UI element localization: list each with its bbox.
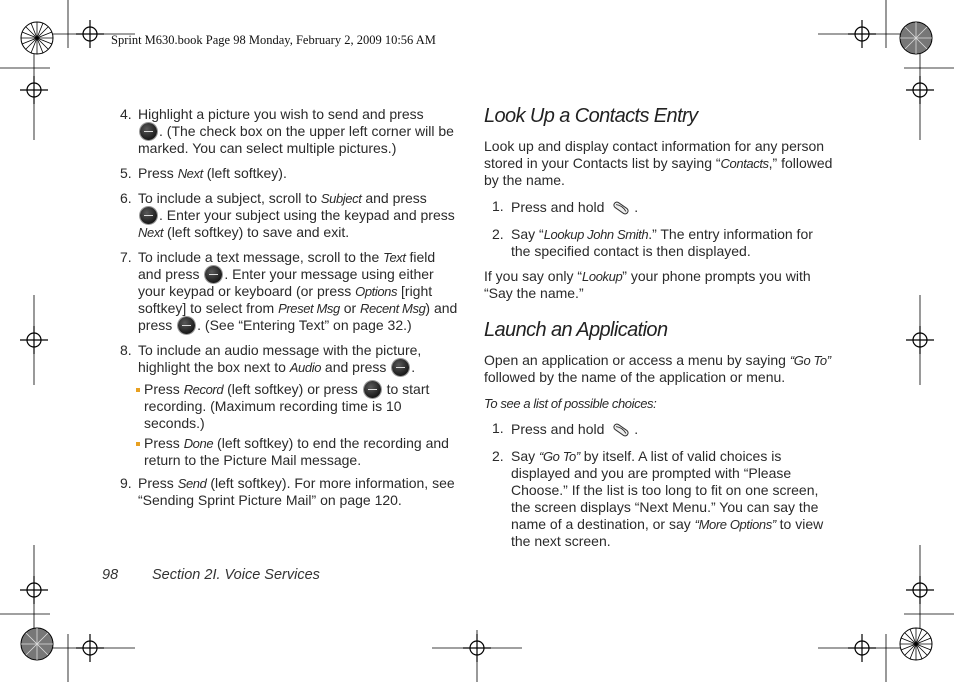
menu-ok-key-icon [178, 317, 195, 334]
step-6: 6. To include a subject, scroll to Subject and press . Enter your subject using the keypad and press Next (left softkey) to save and exit. [120, 190, 455, 240]
lookup-step-1: 1. Press and hold . [484, 198, 836, 218]
page-footer [102, 567, 320, 583]
keyword: Send [177, 476, 207, 491]
page-number: 98 [102, 567, 119, 583]
launch-subheading: To see a list of possible choices: [484, 396, 657, 411]
step-number: 9. [120, 475, 132, 491]
keyword: Next [177, 166, 203, 181]
section-title-lookup: Look Up a Contacts Entry [484, 105, 698, 127]
keyword: Options [355, 284, 398, 299]
menu-ok-key-icon [140, 123, 157, 140]
menu-ok-key-icon [392, 359, 409, 376]
lookup-intro: Look up and display contact information for any person stored in your Contacts list by saying “Contacts,” followed by the name. [484, 138, 833, 188]
bullet-done: Press Done (left softkey) to end the recording and return to the Picture Mail message. [104, 435, 462, 469]
step-number: 7. [120, 249, 132, 265]
launch-step-2: 2. Say “Go To” by itself. A list of valid choices is displayed and you are prompted with “Please Choose.” If the list is too long to fit on one screen, the screen displays “Next Menu.” You can say the name of a destination, or say “More Options” to view the next screen. [492, 448, 824, 549]
keyword: Lookup [582, 269, 623, 284]
step-number: 2. [492, 448, 504, 464]
section-title-launch: Launch an Application [484, 319, 668, 341]
step-8: 8. To include an audio message with the picture, highlight the box next to Audio and press . [120, 342, 422, 375]
step-number: 1. [492, 198, 504, 214]
keyword: Text [383, 250, 406, 265]
step-number: 5. [120, 165, 132, 181]
talk-key-icon [608, 198, 634, 218]
keyword: “Go To” [539, 449, 580, 464]
file-info-header: Sprint M630.book Page 98 Monday, February 2, 2009 10:56 AM [111, 33, 436, 47]
step-9: 9. Press Send (left softkey). For more information, see “Sending Sprint Picture Mail” on page 120. [120, 475, 455, 508]
step-number: 4. [120, 106, 132, 122]
keyword: “Go To” [789, 353, 831, 368]
keyword: Record [183, 382, 224, 397]
bullet-square-icon [136, 388, 140, 392]
step-7: 7. To include a text message, scroll to the Text field and press . Enter your message using either your keypad or keyboard (or press Options [right softkey] to select from Preset Msg or Recent Msg) and press . (See “Entering Text” on page 32.) [120, 249, 458, 333]
lookup-note: If you say only “Lookup” your phone prompts you with “Say the name.” [484, 268, 811, 301]
lookup-step-2: 2. Say “Lookup John Smith.” The entry information for the specified contact is then displayed. [492, 226, 813, 259]
keyword: Contacts [720, 156, 769, 171]
step-number: 8. [120, 342, 132, 358]
keyword: Subject [320, 191, 362, 206]
bullet-record: Press Record (left softkey) or press to start recording. (Maximum recording time is 10 seconds.) [104, 381, 462, 432]
left-column [104, 106, 462, 517]
menu-ok-key-icon [140, 207, 157, 224]
keyword: Done [183, 436, 214, 451]
step-5: 5. Press Next (left softkey). [120, 165, 287, 181]
talk-key-icon [608, 420, 634, 440]
step-number: 6. [120, 190, 132, 206]
launch-step-1: 1. Press and hold . [484, 420, 836, 440]
keyword: Recent Msg [360, 301, 426, 316]
right-column [484, 104, 836, 558]
menu-ok-key-icon [364, 381, 381, 398]
keyword: Preset Msg [278, 301, 340, 316]
keyword: “More Options” [694, 517, 776, 532]
bullet-square-icon [136, 442, 140, 446]
step-number: 1. [492, 420, 504, 436]
keyword: Audio [289, 360, 322, 375]
step-4: 4. Highlight a picture you wish to send and press . (The check box on the upper left corner will be marked. You can select multiple pictures.) [120, 106, 454, 156]
menu-ok-key-icon [205, 266, 222, 283]
keyword: Lookup John Smith [543, 227, 649, 242]
section-label: Section 2I. Voice Services [152, 567, 320, 583]
launch-intro: Open an application or access a menu by saying “Go To” followed by the name of the application or menu. [484, 352, 831, 385]
keyword: Next [138, 225, 164, 240]
step-number: 2. [492, 226, 504, 242]
